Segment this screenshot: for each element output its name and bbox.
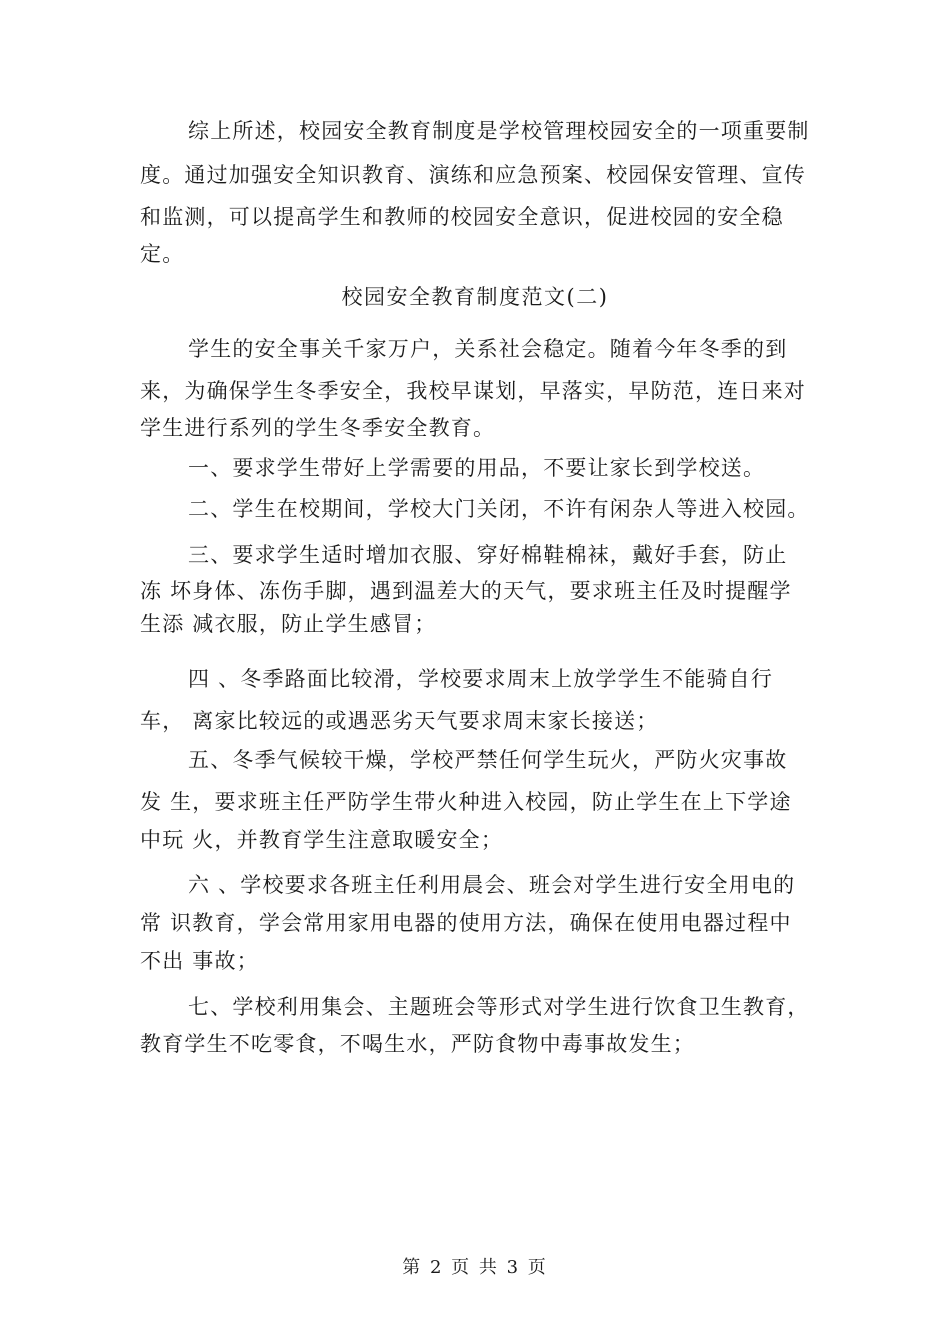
text-line: 五、冬季气候较干燥，学校严禁任何学生玩火，严防火灾事故: [188, 748, 788, 772]
text-line: 冻 坏身体、冻伤手脚，遇到温差大的天气，要求班主任及时提醒学: [140, 579, 792, 603]
text-line: 综上所述，校园安全教育制度是学校管理校园安全的一项重要制: [188, 119, 810, 143]
text-line: 一、要求学生带好上学需要的用品，不要让家长到学校送。: [188, 456, 766, 480]
text-line: 和监测，可以提高学生和教师的校园安全意识，促进校园的安全稳: [140, 205, 784, 229]
text-line: 常 识教育，学会常用家用电器的使用方法，确保在使用电器过程中: [140, 911, 792, 935]
text-line: 三、要求学生适时增加衣服、穿好棉鞋棉袜，戴好手套，防止: [188, 543, 788, 567]
text-line: 车， 离家比较远的或遇恶劣天气要求周末家长接送；: [140, 709, 659, 733]
text-line: 生添 减衣服，防止学生感冒；: [140, 612, 437, 636]
text-line: 发 生，要求班主任严防学生带火种进入校园，防止学生在上下学途: [140, 790, 792, 814]
text-line: 来，为确保学生冬季安全，我校早谋划，早落实，早防范，连日来对: [140, 379, 806, 403]
text-line: 二、学生在校期间，学校大门关闭，不许有闲杂人等进入校园。: [188, 497, 810, 521]
text-line: 教育学生不吃零食，不喝生水，严防食物中毒事故发生；: [140, 1032, 695, 1056]
text-line: 不出 事故；: [140, 949, 259, 973]
text-line: 六 、学校要求各班主任利用晨会、班会对学生进行安全用电的: [188, 873, 796, 897]
text-line: 学生进行系列的学生冬季安全教育。: [140, 416, 496, 440]
text-line: 七、学校利用集会、主题班会等形式对学生进行饮食卫生教育，: [188, 995, 810, 1019]
section-title: 校园安全教育制度范文(二): [341, 285, 609, 309]
text-line: 定。: [140, 242, 185, 266]
text-line: 中玩 火，并教育学生注意取暖安全；: [140, 828, 504, 852]
text-line: 度。通过加强安全知识教育、演练和应急预案、校园保安管理、宣传: [140, 163, 806, 187]
page-footer: 第 2 页 共 3 页: [402, 1257, 548, 1278]
text-line: 四 、冬季路面比较滑，学校要求周末上放学学生不能骑自行: [188, 667, 774, 691]
text-line: 学生的安全事关千家万户，关系社会稳定。随着今年冬季的到: [188, 337, 788, 361]
